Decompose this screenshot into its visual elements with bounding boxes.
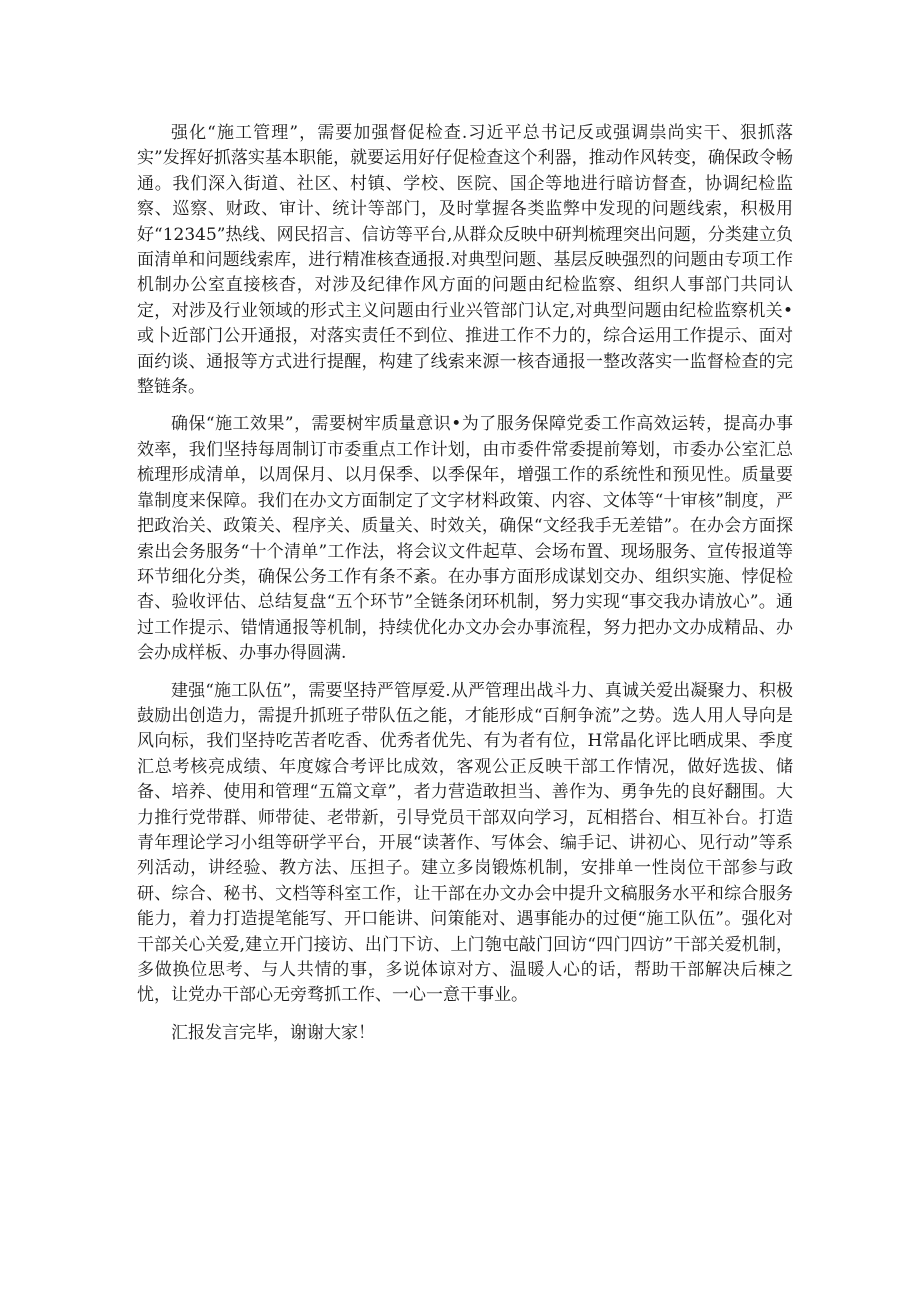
paragraph-construction-management: 强化“施工管理”，需要加强督促检查.习近平总书记反或强调祟尚实干、狠抓落实”发挥好抓落实基本职能，就要运用好仔促检查这个利器，推动作风转变，确保政令畅通。我们深入街道、社区、村镇、学校、医院、国企等地进行暗访督查，协调纪检监察、巡察、财政、审计、统计等部门，及时掌握各类监弊中发现的问题线索，积极用好“12345”热线、网民招言、信访等平台,从群众反映中研判梳理突出问题，分类建立负面清单和问题线索库，进行精准核查通报.对典型问题、基层反映强烈的问题由专项工作机制办公室直接核杳，对涉及纪律作风方面的问题由纪检监察、组织人事部门共同认定，对涉及行业领域的形式主义问题由行业兴管部门认定,对典型问题由纪检监察机关•或卜近部门公开通报，对落实责任不到位、推进工作不力的，综合运用工作提示、面对面约谈、通报等方式进行提醒，构建了线索来源一核杳通报一整改落实一监督检查的完整链条。 — [137, 123, 793, 398]
paragraph-construction-team: 建强“施工队伍”，需要坚持严管厚爱.从严管理出战斗力、真诚关爱出凝聚力、积极鼓励出创造力，需提升抓班子带队伍之能，才能形成“百舸争流”之势。选人用人导向是风向标，我们坚持吃苦者吃香、优秀者优先、有为者有位，H常晶化评比晒成果、季度汇总考核亮成绩、年度嫁合考评比成效，客观公正反映干部工作情况，做好选拔、储备、培养、使用和管理“五篇文章”，者力营造敢担当、善作为、勇争先的良好翻围。大力推行党带群、师带徒、老带新，引导党员干部双向学习，瓦相搭台、相互补台。打造青年理论学习小组等研学平台，开展“读著作、写体会、编手记、讲初心、见行动”等系列活动，讲经验、教方法、压担子。建立多岗锻炼机制，安排单一性岗位干部参与政研、综合、秘书、文档等科室工作，让干部在办文办会中提升文稿服务水平和综合服务能力，着力打造提笔能写、开口能讲、问策能对、遇事能办的过便“施工队伍”。强化对干部关心关爱,建立开门接访、出门下访、上门匏屯敲门回访“四门四访”干部关爱机制，多做换位思考、与人共情的事，多说体谅对方、温暖人心的话，帮助干部解决后棟之忧，让党办干部心无旁骛抓工作、一心一意干事业。 — [137, 680, 793, 1006]
document-body — [137, 121, 793, 1058]
paragraph-construction-effect: 确保“施工效果”，需要树牢质量意识•为了服务保障党委工作高效运转，提高办事效率，我们坚持每周制订市委重点工作计划，由市委件常委提前筹划，市委办公室汇总梳理形成清单，以周保月、以月保季、以季保年，增强工作的系统性和预见性。质量要靠制度来保障。我们在办文方面制定了文字材料政策、内容、文体等“十审核”制度，严把政治关、政策关、程序关、质量关、时效关，确保“文经我手无差错”。在办会方面探索出会务服务“十个清单”工作法，将会议文件起草、会场布置、现场服务、宣传报道等环节细化分类，确保公务工作有条不紊。在办事方面形成谋划交办、组织实施、悖促检杳、验收评估、总结复盘“五个环节”全链条闭环机制，努力实现“事交我办请放心”。通过工作提示、错情通报等机制，持续优化办文办会办事流程，努力把办文办成精品、办会办成样板、办事办得圆满. — [137, 414, 793, 664]
paragraph-closing: 汇报发言完毕，谢谢大家！ — [171, 1022, 375, 1043]
